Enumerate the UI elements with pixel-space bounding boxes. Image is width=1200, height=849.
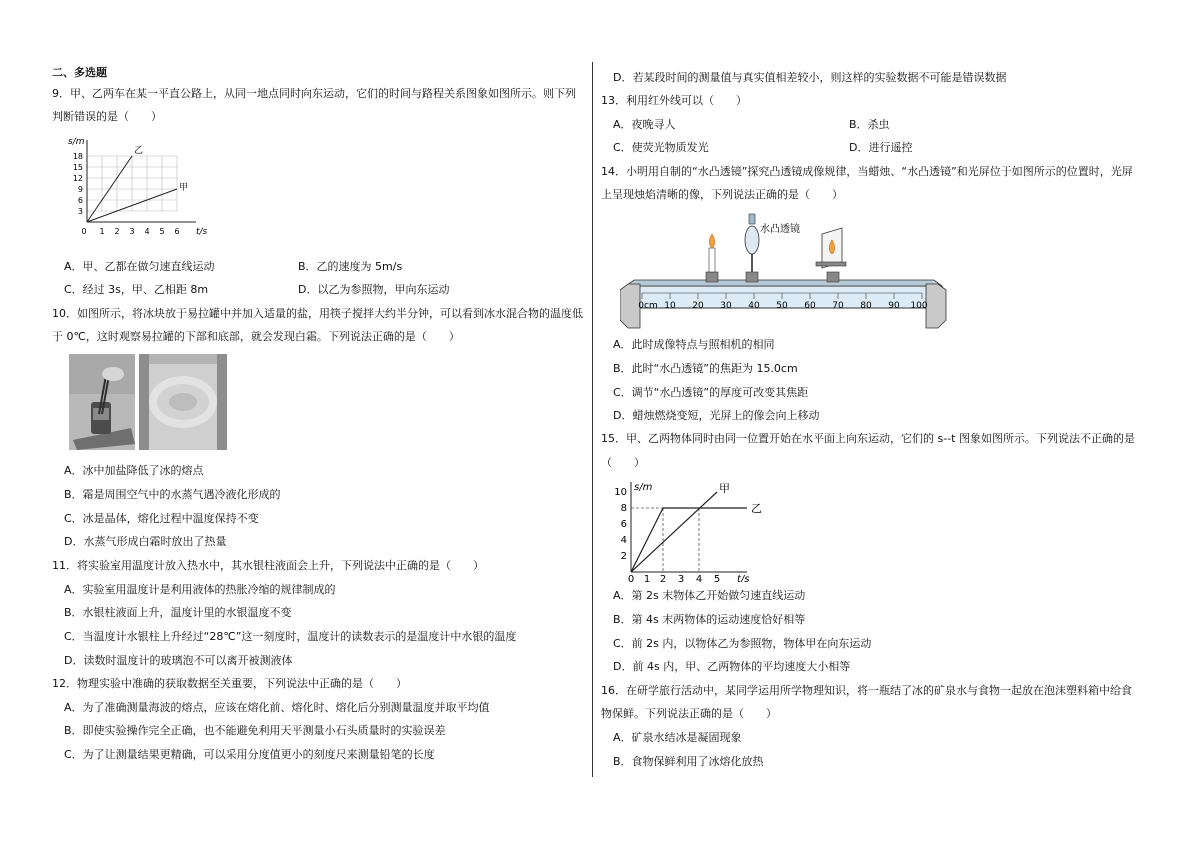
q15-ytick: 4 — [620, 535, 627, 546]
q9-option-a: A．甲、乙都在做匀速直线运动 — [64, 260, 215, 273]
q15-stem-line1: 15．甲、乙两物体同时由同一位置开始在水平面上向东运动，它们的 s--t 图象如图所示。下列说法不正确的是 — [601, 432, 1135, 445]
q9-stem-line2: 判断错误的是（ ） — [52, 110, 162, 123]
q13-option-b: B．杀虫 — [849, 118, 890, 131]
q12-option-a: A．为了准确测量海波的熔点，应该在熔化前、熔化时、熔化后分别测量温度并取平均值 — [64, 701, 490, 714]
q16-stem-line1: 16．在研学旅行活动中，某同学运用所学物理知识，将一瓶结了冰的矿泉水与食物一起放在泡沫塑料箱中给食 — [601, 684, 1132, 697]
q10-option-c: C．冰是晶体，熔化过程中温度保持不变 — [64, 512, 259, 525]
q10-option-d: D．水蒸气形成白霜时放出了热量 — [64, 535, 227, 548]
q13-option-c: C．使荧光物质发光 — [613, 141, 709, 154]
q14-water-lens — [745, 214, 759, 282]
q14-bench-tick: 90 — [888, 301, 900, 311]
q14-option-d: D．蜡烛燃烧变短，光屏上的像会向上移动 — [613, 409, 820, 422]
q12-option-b: B．即使实验操作完全正确，也不能避免利用天平测量小石头质量时的实验误差 — [64, 724, 446, 737]
q9-option-d: D．以乙为参照物，甲向东运动 — [298, 283, 450, 296]
q9-label-jia: 甲 — [179, 183, 189, 193]
q10-stem-line1: 10．如图所示，将冰块放于易拉罐中并加入适量的盐，用筷子搅拌大约半分钟，可以看到冰水混合物的温度低 — [52, 307, 583, 320]
q12-option-d: D．若某段时间的测量值与真实值相差较小，则这样的实验数据不可能是错误数据 — [613, 71, 1007, 84]
q16-stem-line2: 物保鲜。下列说法正确的是（ ） — [601, 707, 777, 720]
q16-option-b: B．食物保鲜利用了冰熔化放热 — [613, 755, 764, 768]
q15-option-b: B．第 4s 末两物体的运动速度恰好相等 — [613, 613, 806, 626]
q15-xtick: 0 — [627, 574, 635, 582]
q13-option-d: D．进行遥控 — [849, 141, 913, 154]
q9-xtick: 5 — [159, 227, 165, 236]
q15-xtick: 1 — [643, 574, 651, 582]
q15-xtick: 2 — [659, 574, 667, 582]
q14-bench-tick: 80 — [860, 301, 872, 311]
q14-candle — [706, 234, 718, 282]
q9-ytick: 12 — [72, 174, 83, 183]
q11-stem: 11．将实验室用温度计放入热水中，其水银柱液面会上升，下列说法中正确的是（ ） — [52, 559, 484, 572]
q9-stem-line1: 9．甲、乙两车在某一平直公路上，从同一地点同时向东运动，它们的时间与路程关系图象如图所示。则下列 — [52, 87, 576, 100]
q15-xlabel: t/s — [737, 574, 750, 582]
q9-xtick: 0 — [81, 227, 87, 236]
q14-optical-bench — [620, 208, 950, 332]
q15-xtick: 3 — [677, 574, 685, 582]
q9-ytick: 18 — [72, 152, 83, 161]
q9-label-yi: 乙 — [134, 146, 144, 156]
q9-xtick: 2 — [114, 227, 120, 236]
q10-photo-can-stirring — [69, 354, 135, 450]
q14-stem-line2: 上呈现烛焰清晰的像，下列说法正确的是（ ） — [601, 188, 843, 201]
q11-option-c: C．当温度计水银柱上升经过“28℃”这一刻度时，温度计的读数表示的是温度计中水银的温度 — [64, 630, 517, 643]
q9-ytick: 9 — [77, 185, 83, 194]
q9-xtick: 6 — [174, 227, 180, 236]
q12-stem: 12．物理实验中准确的获取数据至关重要，下列说法中正确的是（ ） — [52, 677, 407, 690]
column-divider — [592, 62, 593, 777]
q15-stem-line2: （ ） — [601, 456, 645, 469]
q9-ytick: 6 — [77, 196, 83, 205]
q9-ylabel: s/m — [68, 137, 85, 147]
q15-st-graph — [613, 480, 783, 582]
q9-option-b: B．乙的速度为 5m/s — [298, 260, 403, 273]
q10-option-b: B．霜是周围空气中的水蒸气遇冷液化形成的 — [64, 488, 281, 501]
q15-ytick: 6 — [620, 519, 627, 530]
q15-ylabel: s/m — [634, 482, 653, 493]
q9-st-graph — [62, 134, 212, 246]
q9-xtick: 3 — [129, 227, 135, 236]
q13-stem: 13．利用红外线可以（ ） — [601, 94, 747, 107]
q9-option-c: C．经过 3s，甲、乙相距 8m — [64, 283, 209, 296]
q9-ytick: 15 — [72, 163, 83, 172]
q14-option-b: B．此时“水凸透镜”的焦距为 15.0cm — [613, 362, 798, 375]
q9-ytick: 3 — [77, 207, 83, 216]
q14-bench-tick: 50 — [776, 301, 788, 311]
q14-bench-tick: 100 — [910, 301, 928, 311]
q14-bench-tick: 60 — [804, 301, 816, 311]
q15-label-yi: 乙 — [751, 502, 762, 515]
q14-bench-tick: 70 — [832, 301, 844, 311]
q11-option-b: B．水银柱液面上升，温度计里的水银温度不变 — [64, 606, 292, 619]
q14-stem-line1: 14．小明用自制的“水凸透镜”探究凸透镜成像规律，当蜡烛、“水凸透镜”和光屏位于如图所示的位置时，光屏 — [601, 165, 1133, 178]
q15-xtick: 5 — [713, 574, 721, 582]
q14-option-c: C．调节“水凸透镜”的厚度可改变其焦距 — [613, 386, 809, 399]
q10-option-a: A．冰中加盐降低了冰的熔点 — [64, 464, 204, 477]
q15-ytick: 2 — [620, 551, 627, 562]
q11-option-a: A．实验室用温度计是利用液体的热胀冷缩的规律制成的 — [64, 583, 336, 596]
q14-lens-label: 水凸透镜 — [760, 224, 800, 235]
q10-photo-frost-can — [139, 354, 227, 450]
q15-option-c: C．前 2s 内，以物体乙为参照物，物体甲在向东运动 — [613, 637, 872, 650]
q13-option-a: A．夜晚寻人 — [613, 118, 676, 131]
q14-bench-tick: 10 — [664, 301, 676, 311]
q10-stem-line2: 于 0℃，这时观察易拉罐的下部和底部，就会发现白霜。下列说法正确的是（ ） — [52, 330, 460, 343]
q14-light-screen — [816, 228, 846, 282]
q9-xlabel: t/s — [196, 227, 208, 237]
q15-ytick: 10 — [614, 487, 627, 498]
q14-bench-tick: 30 — [720, 301, 732, 311]
q14-bench-tick: 40 — [748, 301, 760, 311]
q14-bench-tick: 20 — [692, 301, 704, 311]
section-title: 二、多选题 — [52, 66, 107, 79]
q15-option-d: D．前 4s 内，甲、乙两物体的平均速度大小相等 — [613, 660, 851, 673]
q15-label-jia: 甲 — [719, 482, 730, 495]
q9-xtick: 1 — [99, 227, 105, 236]
q16-option-a: A．矿泉水结冰是凝固现象 — [613, 731, 742, 744]
q15-xtick: 4 — [695, 574, 703, 582]
q14-option-a: A．此时成像特点与照相机的相同 — [613, 338, 775, 351]
q15-ytick: 8 — [620, 503, 627, 514]
q15-line-jia — [631, 492, 717, 572]
q9-xtick: 4 — [144, 227, 150, 236]
q12-option-c: C．为了让测量结果更精确，可以采用分度值更小的刻度尺来测量铅笔的长度 — [64, 748, 435, 761]
q11-option-d: D．读数时温度计的玻璃泡不可以离开被测液体 — [64, 654, 293, 667]
q14-bench-tick: 0cm — [638, 301, 658, 311]
q15-option-a: A．第 2s 末物体乙开始做匀速直线运动 — [613, 589, 806, 602]
